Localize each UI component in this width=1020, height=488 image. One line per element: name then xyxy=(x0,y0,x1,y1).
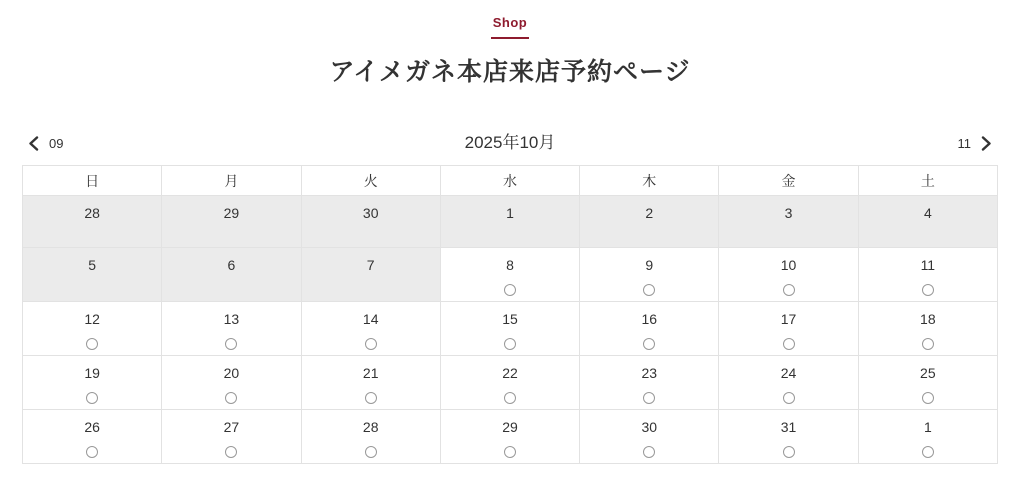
availability-circle-icon[interactable] xyxy=(504,446,516,458)
weekday-header: 火 xyxy=(301,166,440,196)
calendar-day-cell[interactable] xyxy=(440,248,579,302)
calendar-day-cell[interactable] xyxy=(580,410,719,464)
weekday-row xyxy=(23,166,998,196)
day-number: 11 xyxy=(920,257,936,273)
calendar-day-cell[interactable] xyxy=(580,248,719,302)
availability-circle-icon[interactable] xyxy=(922,338,934,350)
calendar-day-cell[interactable] xyxy=(162,410,301,464)
day-number: 24 xyxy=(780,365,797,381)
calendar-day-cell xyxy=(580,196,719,248)
day-number: 8 xyxy=(506,257,514,273)
availability-circle-icon[interactable] xyxy=(922,284,934,296)
calendar-day-cell[interactable] xyxy=(719,302,858,356)
day-number: 31 xyxy=(780,419,797,435)
calendar-day-cell[interactable] xyxy=(858,356,997,410)
calendar-day-cell xyxy=(23,248,162,302)
availability-circle-icon[interactable] xyxy=(86,392,98,404)
availability-circle-icon[interactable] xyxy=(365,446,377,458)
availability-circle-icon[interactable] xyxy=(504,338,516,350)
calendar-day-cell[interactable] xyxy=(301,302,440,356)
availability-circle-icon[interactable] xyxy=(643,284,655,296)
calendar xyxy=(22,165,998,464)
availability-circle-icon[interactable] xyxy=(783,392,795,404)
calendar-day-cell[interactable] xyxy=(440,410,579,464)
day-number: 1 xyxy=(506,205,514,221)
day-number: 6 xyxy=(227,257,236,273)
availability-circle-icon[interactable] xyxy=(643,446,655,458)
day-number: 5 xyxy=(88,257,97,273)
prev-month-label[interactable]: 09 xyxy=(49,135,64,151)
calendar-day-cell[interactable] xyxy=(858,410,997,464)
calendar-week-row xyxy=(23,356,998,410)
day-number: 4 xyxy=(923,205,932,221)
calendar-day-cell[interactable] xyxy=(440,302,579,356)
calendar-day-cell[interactable] xyxy=(301,356,440,410)
calendar-day-cell[interactable] xyxy=(719,410,858,464)
shop-eyebrow-label: Shop xyxy=(492,15,528,30)
page-title: アイメガネ本店来店予約ページ xyxy=(329,58,691,86)
calendar-week-row xyxy=(23,248,998,302)
calendar-table xyxy=(22,165,998,464)
calendar-day-cell[interactable] xyxy=(858,302,997,356)
calendar-body xyxy=(23,196,998,464)
availability-circle-icon[interactable] xyxy=(783,284,795,296)
next-month-label[interactable]: 11 xyxy=(957,135,971,151)
chevron-right-icon xyxy=(981,136,992,151)
day-number: 15 xyxy=(502,311,518,327)
day-number: 27 xyxy=(223,419,240,435)
day-number: 12 xyxy=(84,311,100,327)
availability-circle-icon[interactable] xyxy=(225,338,237,350)
availability-circle-icon[interactable] xyxy=(225,446,237,458)
availability-circle-icon[interactable] xyxy=(365,392,377,404)
availability-circle-icon[interactable] xyxy=(365,338,377,350)
day-number: 29 xyxy=(223,205,240,221)
calendar-day-cell xyxy=(440,196,579,248)
calendar-day-cell[interactable] xyxy=(858,248,997,302)
weekday-header: 土 xyxy=(858,166,997,196)
availability-circle-icon[interactable] xyxy=(783,446,795,458)
calendar-day-cell[interactable] xyxy=(23,410,162,464)
day-number: 28 xyxy=(362,419,379,435)
month-title: 2025年10月 xyxy=(464,133,556,152)
availability-circle-icon[interactable] xyxy=(86,446,98,458)
day-number: 10 xyxy=(780,257,797,273)
calendar-day-cell[interactable] xyxy=(719,248,858,302)
calendar-day-cell[interactable] xyxy=(580,356,719,410)
calendar-day-cell xyxy=(719,196,858,248)
day-number: 13 xyxy=(223,311,240,327)
day-number: 7 xyxy=(366,257,375,273)
calendar-nav xyxy=(22,129,998,157)
day-number: 22 xyxy=(502,365,518,381)
day-number: 30 xyxy=(641,419,658,435)
weekday-header: 水 xyxy=(440,166,579,196)
calendar-day-cell xyxy=(301,196,440,248)
calendar-day-cell[interactable] xyxy=(440,356,579,410)
shop-eyebrow-underline xyxy=(491,37,529,39)
day-number: 2 xyxy=(645,205,654,221)
calendar-week-row xyxy=(23,410,998,464)
chevron-left-icon xyxy=(28,136,39,151)
day-number: 19 xyxy=(84,365,100,381)
weekday-header: 木 xyxy=(580,166,719,196)
weekday-header: 日 xyxy=(23,166,162,196)
calendar-day-cell[interactable] xyxy=(23,302,162,356)
prev-month-button[interactable] xyxy=(28,129,63,157)
day-number: 1 xyxy=(923,419,932,435)
day-number: 9 xyxy=(645,257,654,273)
availability-circle-icon[interactable] xyxy=(504,284,516,296)
weekday-header: 金 xyxy=(719,166,858,196)
calendar-day-cell xyxy=(858,196,997,248)
availability-circle-icon[interactable] xyxy=(783,338,795,350)
next-month-button[interactable] xyxy=(958,129,993,157)
calendar-week-row xyxy=(23,302,998,356)
calendar-day-cell[interactable] xyxy=(719,356,858,410)
day-number: 29 xyxy=(502,419,518,435)
calendar-day-cell[interactable] xyxy=(162,356,301,410)
calendar-day-cell xyxy=(162,248,301,302)
day-number: 21 xyxy=(362,365,379,381)
availability-circle-icon[interactable] xyxy=(504,392,516,404)
calendar-day-cell xyxy=(23,196,162,248)
day-number: 25 xyxy=(920,365,936,381)
day-number: 26 xyxy=(84,419,100,435)
availability-circle-icon[interactable] xyxy=(922,392,934,404)
calendar-day-cell[interactable] xyxy=(580,302,719,356)
availability-circle-icon[interactable] xyxy=(643,338,655,350)
calendar-day-cell xyxy=(162,196,301,248)
day-number: 20 xyxy=(223,365,240,381)
calendar-day-cell xyxy=(301,248,440,302)
day-number: 14 xyxy=(362,311,379,327)
availability-circle-icon[interactable] xyxy=(86,338,98,350)
calendar-day-cell[interactable] xyxy=(301,410,440,464)
calendar-day-cell[interactable] xyxy=(23,356,162,410)
day-number: 16 xyxy=(641,311,658,327)
shop-eyebrow xyxy=(0,0,1020,39)
weekday-header: 月 xyxy=(162,166,301,196)
availability-circle-icon[interactable] xyxy=(225,392,237,404)
day-number: 3 xyxy=(784,205,793,221)
availability-circle-icon[interactable] xyxy=(643,392,655,404)
calendar-day-cell[interactable] xyxy=(162,302,301,356)
day-number: 23 xyxy=(641,365,658,381)
day-number: 18 xyxy=(920,311,936,327)
day-number: 28 xyxy=(84,205,100,221)
availability-circle-icon[interactable] xyxy=(922,446,934,458)
day-number: 17 xyxy=(780,311,797,327)
calendar-week-row xyxy=(23,196,998,248)
day-number: 30 xyxy=(362,205,379,221)
